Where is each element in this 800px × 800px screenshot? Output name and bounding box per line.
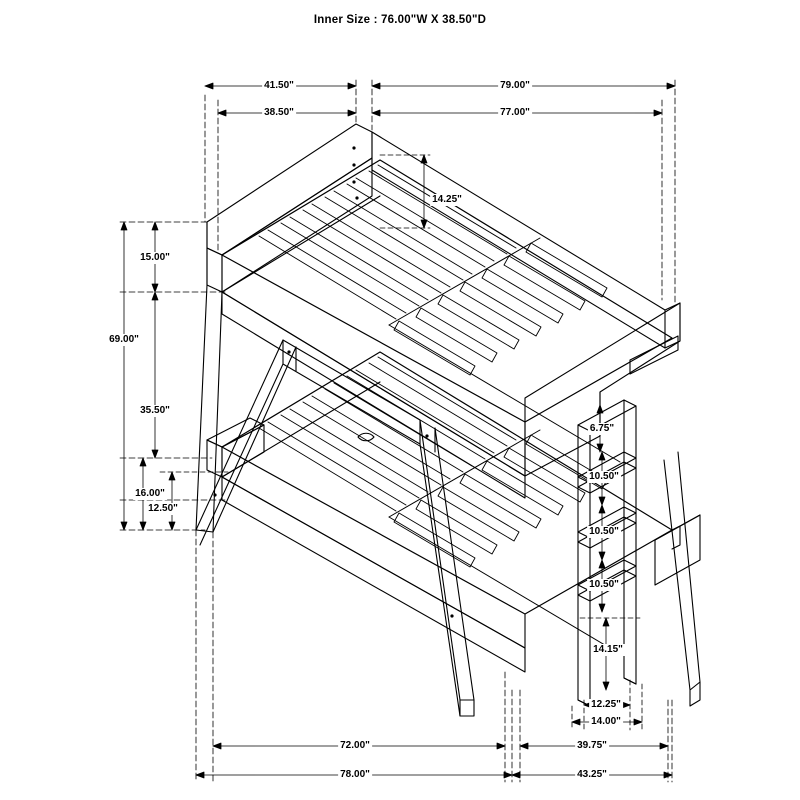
dim-label-6-75: 6.75" — [589, 423, 615, 434]
dim-label-78-00: 78.00" — [340, 769, 370, 780]
dim-label-16-00: 16.00" — [135, 488, 165, 499]
lower-footboard-top-edge — [655, 515, 700, 540]
dim-label-12-50: 12.50" — [148, 503, 178, 514]
dim-label-69-00: 69.00" — [109, 334, 139, 345]
dim-label-43-25: 43.25" — [577, 769, 607, 780]
strut-right-foot — [460, 700, 474, 716]
ladder-rail-left — [578, 425, 590, 706]
lower-center-beam-2 — [389, 430, 540, 517]
upper-slats-right — [394, 243, 607, 375]
dim-label-12-25: 12.25" — [591, 699, 621, 710]
ladder-rail-right — [624, 400, 636, 684]
lower-front-rail — [222, 477, 525, 672]
upper-headboard-edge — [207, 248, 222, 292]
upper-slats — [259, 165, 516, 319]
dim-label-77-00: 77.00" — [500, 107, 530, 118]
page-title: Inner Size : 76.00"W X 38.50"D — [313, 14, 487, 26]
dim-label-79-00: 79.00" — [500, 80, 530, 91]
dim-label-14-15: 14.15" — [593, 644, 623, 655]
upper-front-rail — [222, 292, 525, 498]
lower-deck-frame — [222, 352, 672, 614]
lower-slats — [259, 357, 516, 511]
dim-label-15-00: 15.00" — [140, 252, 170, 263]
post-rear-right-foot — [690, 682, 700, 706]
dim-label-41-50: 41.50" — [264, 80, 294, 91]
lower-footboard-right — [655, 515, 700, 585]
dim-label-72-00: 72.00" — [340, 740, 370, 751]
dim-label-39-75: 39.75" — [577, 740, 607, 751]
strut-fasteners — [213, 350, 453, 617]
post-rear-right — [664, 452, 700, 690]
dim-label-38-50: 38.50" — [264, 107, 294, 118]
post-front-left — [196, 285, 222, 532]
dim-label-14-00: 14.00" — [591, 716, 621, 727]
lower-slats-right — [394, 435, 607, 567]
upper-center-beam-2 — [389, 238, 540, 325]
upper-headboard-panel — [207, 124, 372, 255]
dim-label-10-50-b: 10.50" — [589, 526, 619, 537]
upper-center-beam — [389, 325, 620, 462]
dim-label-10-50-a: 10.50" — [589, 471, 619, 482]
dim-label-14-25: 14.25" — [432, 194, 462, 205]
dim-label-35-50: 35.50" — [140, 405, 170, 416]
dim-label-10-50-c: 10.50" — [589, 579, 619, 590]
angled-strut-right-leg-inner — [420, 428, 460, 716]
lower-deck-thickness — [222, 382, 525, 648]
